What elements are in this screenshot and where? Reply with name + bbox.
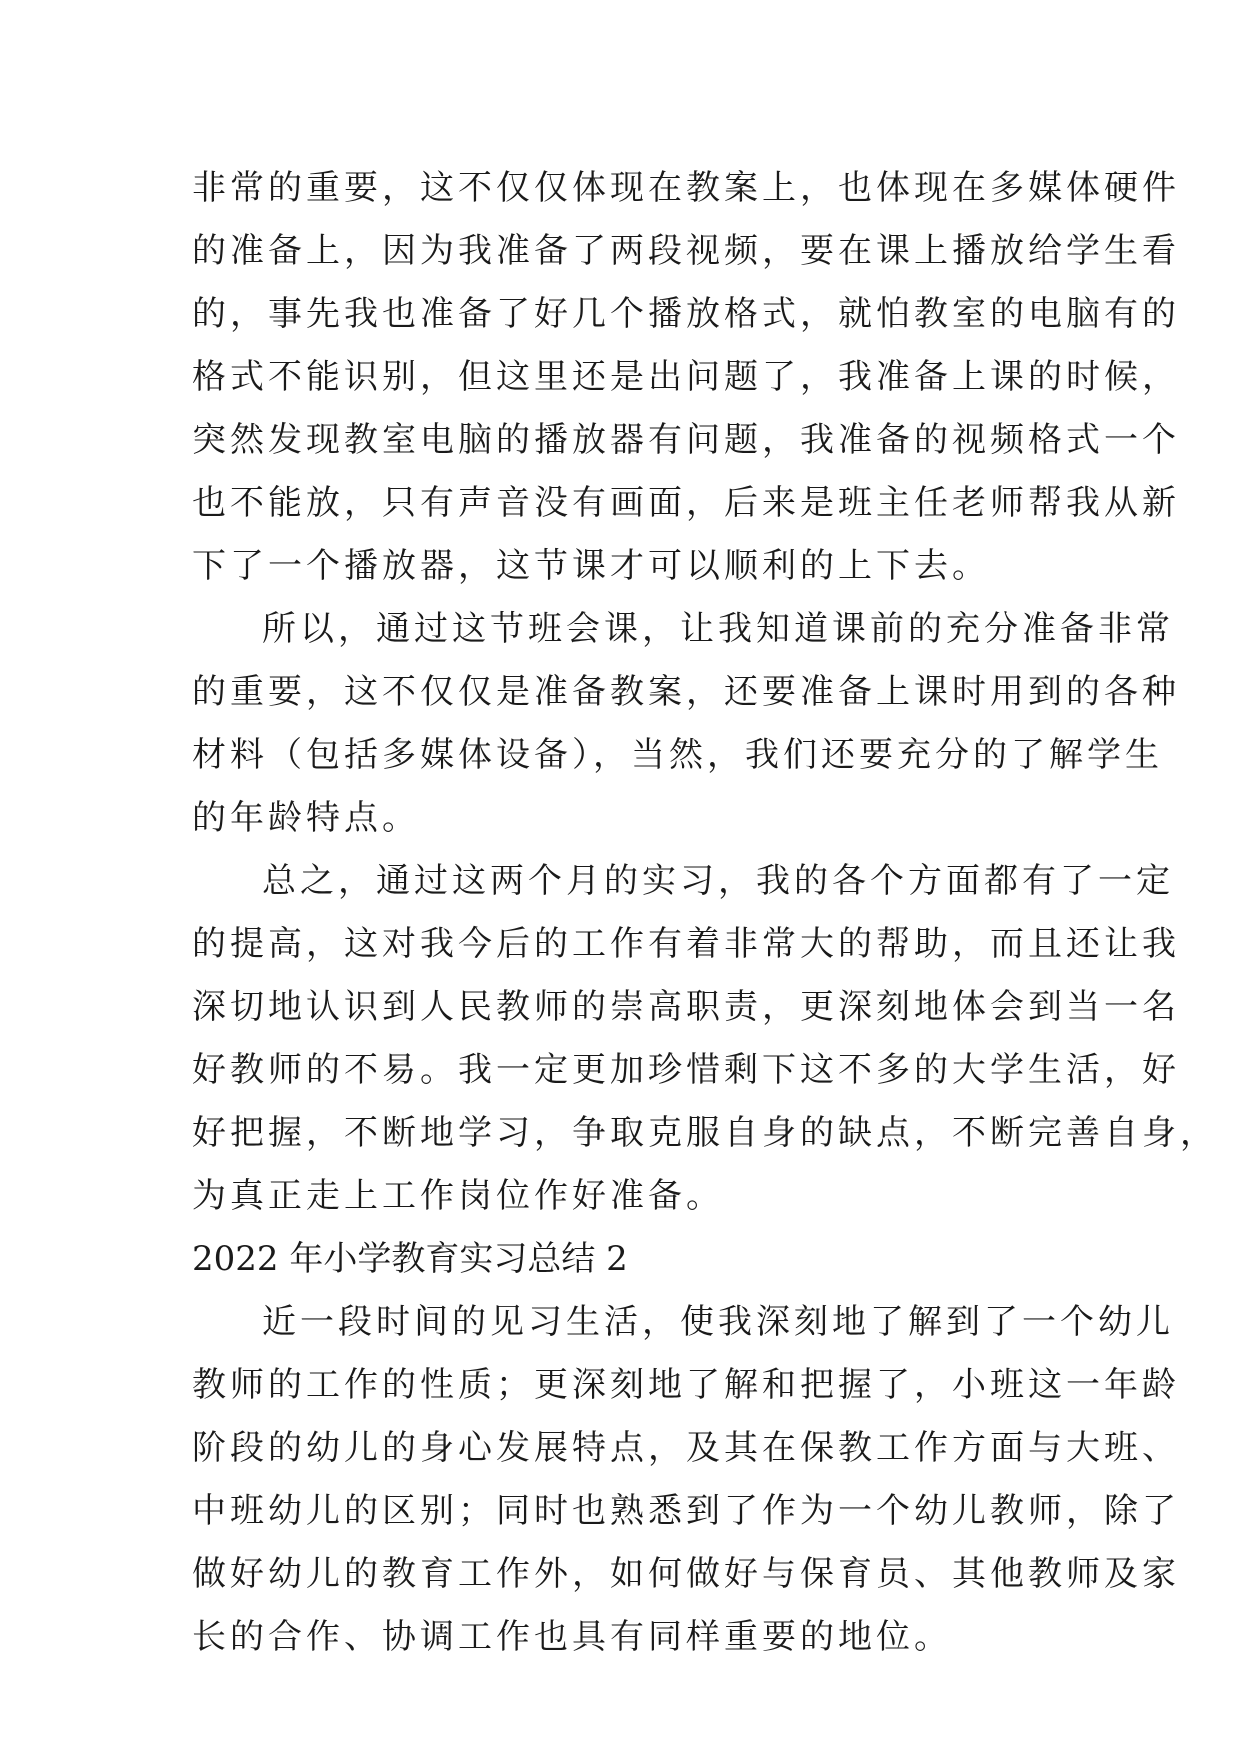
- text-line: 格式不能识别，但这里还是出问题了，我准备上课的时候，: [192, 357, 1180, 397]
- text-line: 的年龄特点。: [192, 798, 420, 838]
- text-line: 的，事先我也准备了好几个播放格式，就怕教室的电脑有的: [192, 294, 1180, 334]
- text-line: 所以，通过这节班会课，让我知道课前的充分准备非常: [262, 609, 1174, 649]
- text-line: 阶段的幼儿的身心发展特点，及其在保教工作方面与大班、: [192, 1428, 1180, 1468]
- document-body: [192, 157, 1218, 1669]
- text-line: 也不能放，只有声音没有画面，后来是班主任老师帮我从新: [192, 483, 1180, 523]
- text-line: 的准备上，因为我准备了两段视频，要在课上播放给学生看: [192, 231, 1180, 271]
- paragraph-1: [192, 157, 1180, 598]
- paragraph-2: [192, 598, 1180, 850]
- text-line: 好把握，不断地学习，争取克服自身的缺点，不断完善自身，: [192, 1113, 1218, 1153]
- text-line: 的重要，这不仅仅是准备教案，还要准备上课时用到的各种: [192, 672, 1180, 712]
- text-line: 下了一个播放器，这节课才可以顺利的上下去。: [192, 546, 990, 586]
- paragraph-3: [192, 850, 1218, 1228]
- text-line: 材料（包括多媒体设备），当然，我们还要充分的了解学生: [192, 735, 1163, 775]
- text-line: 长的合作、协调工作也具有同样重要的地位。: [192, 1617, 952, 1657]
- text-line: 非常的重要，这不仅仅体现在教案上，也体现在多媒体硬件: [192, 168, 1180, 208]
- text-line: 总之，通过这两个月的实习，我的各个方面都有了一定: [262, 861, 1174, 901]
- paragraph-4: [192, 1291, 1180, 1669]
- text-line: 做好幼儿的教育工作外，如何做好与保育员、其他教师及家: [192, 1554, 1180, 1594]
- text-line: 好教师的不易。我一定更加珍惜剩下这不多的大学生活，好: [192, 1050, 1180, 1090]
- text-line: 突然发现教室电脑的播放器有问题，我准备的视频格式一个: [192, 420, 1180, 460]
- section-heading: 2022 年小学教育实习总结 2: [192, 1239, 628, 1279]
- text-line: 的提高，这对我今后的工作有着非常大的帮助，而且还让我: [192, 924, 1180, 964]
- text-line: 为真正走上工作岗位作好准备。: [192, 1176, 724, 1216]
- text-line: 中班幼儿的区别；同时也熟悉到了作为一个幼儿教师，除了: [192, 1491, 1180, 1531]
- text-line: 近一段时间的见习生活，使我深刻地了解到了一个幼儿: [262, 1302, 1174, 1342]
- text-line: 教师的工作的性质；更深刻地了解和把握了，小班这一年龄: [192, 1365, 1180, 1405]
- text-line: 深切地认识到人民教师的崇高职责，更深刻地体会到当一名: [192, 987, 1180, 1027]
